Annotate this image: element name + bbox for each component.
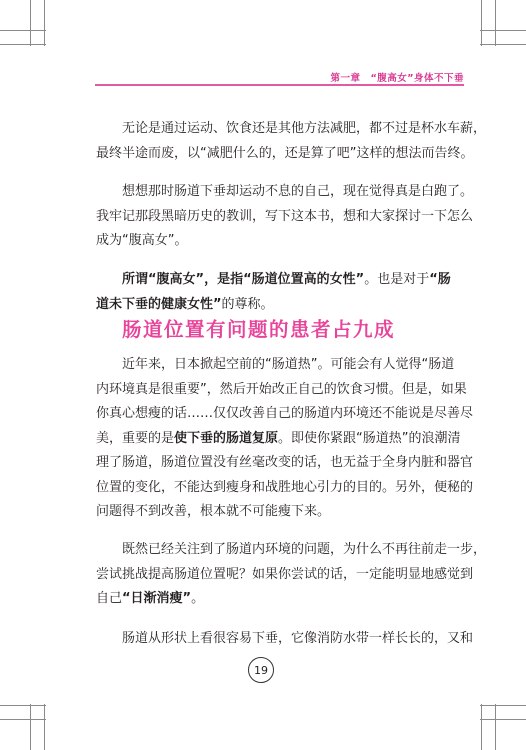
text-line bbox=[96, 353, 466, 378]
text-run: 成为“腹高女”。 bbox=[96, 233, 188, 248]
text-run: 想想那时肠道下垂却运动不息的自己，现在觉得真是白跑了。 bbox=[96, 184, 474, 199]
text-line bbox=[96, 563, 474, 588]
crop-mark bbox=[495, 0, 496, 46]
text-run: 。即使你紧跟“肠道热”的浪潮清 bbox=[278, 430, 461, 446]
text-run: 我牢记那段黑暗历史的教训，写下这本书，想和大家探讨一下怎么 bbox=[96, 208, 474, 224]
bold-text: 所谓“腹高女”，是指“肠道位置高的女性” bbox=[122, 272, 365, 287]
crop-mark bbox=[30, 704, 31, 750]
paragraph bbox=[96, 117, 487, 166]
crop-mark bbox=[480, 719, 526, 720]
text-line bbox=[96, 229, 466, 254]
paragraph bbox=[96, 353, 474, 525]
running-header: 第一章 “腹高女”身体不下垂 bbox=[330, 73, 464, 84]
paragraph bbox=[96, 180, 474, 254]
text-run: 尝试挑战提高肠道位置呢？如果你尝试的话，一定能明显地感觉到 bbox=[96, 566, 474, 582]
crop-mark bbox=[0, 719, 46, 720]
crop-mark bbox=[480, 705, 526, 706]
text-run: 无论是通过运动、饮食还是其他方法减肥，都不过是杯水车薪， bbox=[96, 121, 487, 136]
text-run: 自己 bbox=[96, 591, 123, 606]
text-line bbox=[96, 627, 474, 652]
crop-mark bbox=[480, 44, 526, 45]
text-line bbox=[96, 180, 474, 205]
bold-text: “肠 bbox=[429, 272, 451, 287]
text-line bbox=[96, 117, 487, 142]
text-run: 。 bbox=[191, 591, 205, 606]
text-run: 肠道从形状上看很容易下垂，它像消防水带一样长长的，又和 bbox=[96, 631, 474, 646]
text-run: 理了肠道，肠道位置没有丝毫改变的话，也无益于全身内脏和器官 bbox=[96, 455, 474, 470]
crop-mark bbox=[44, 0, 45, 46]
crop-mark bbox=[44, 704, 45, 750]
text-line bbox=[96, 538, 487, 563]
paragraph bbox=[96, 268, 466, 317]
text-run: 问题得不到改善，根本就不可能瘦下来。 bbox=[96, 504, 331, 519]
text-run: 既然已经关注到了肠道内环境的问题，为什么不再往前走一步， bbox=[96, 542, 487, 557]
text-run: 最终半途而废，以“减肥什么的，还是算了吧”这样的想法而告终。 bbox=[96, 145, 474, 161]
crop-mark bbox=[0, 705, 46, 706]
text-run: 内环境真是很重要”，然后开始改正自己的饮食习惯。但是，如果 bbox=[96, 381, 467, 397]
text-run: 位置的变化，不能达到瘦身和战胜地心引力的目的。另外，便秘的 bbox=[96, 479, 474, 495]
text-run: 美，重要的是 bbox=[96, 430, 175, 446]
text-run: 的尊称。 bbox=[221, 296, 274, 312]
crop-mark bbox=[481, 704, 482, 750]
text-line bbox=[96, 205, 474, 230]
text-line bbox=[96, 142, 474, 167]
text-line bbox=[96, 378, 466, 403]
text-line bbox=[96, 427, 466, 452]
bold-text: 道未下垂的健康女性” bbox=[96, 296, 222, 312]
crop-mark bbox=[480, 30, 526, 31]
header-rule bbox=[95, 84, 464, 86]
crop-mark bbox=[481, 0, 482, 46]
section-title: 肠道位置有问题的患者占九成 bbox=[122, 318, 396, 341]
text-line bbox=[96, 500, 466, 525]
crop-mark bbox=[0, 30, 46, 31]
crop-mark bbox=[495, 704, 496, 750]
text-line bbox=[96, 587, 466, 612]
bold-text: “日渐消瘦” bbox=[122, 591, 192, 606]
text-line bbox=[96, 476, 474, 501]
paragraph bbox=[96, 627, 474, 652]
text-run: 近年来，日本掀起空前的“肠道热”。可能会有人觉得“肠道 bbox=[96, 357, 455, 372]
text-line bbox=[96, 451, 474, 476]
page-number bbox=[248, 657, 274, 683]
paragraph bbox=[96, 538, 487, 612]
text-run: 你真心想瘦的话……仅仅改善自己的肠道内环境还不能说是尽善尽 bbox=[96, 406, 474, 421]
text-line bbox=[96, 268, 466, 293]
text-run: 。也是对于 bbox=[364, 272, 430, 287]
bold-text: 使下垂的肠道复原 bbox=[174, 430, 279, 446]
crop-mark bbox=[30, 0, 31, 46]
text-run bbox=[96, 272, 122, 287]
text-line bbox=[96, 402, 474, 427]
page-number-text: 19 bbox=[254, 663, 268, 677]
crop-mark bbox=[0, 44, 46, 45]
